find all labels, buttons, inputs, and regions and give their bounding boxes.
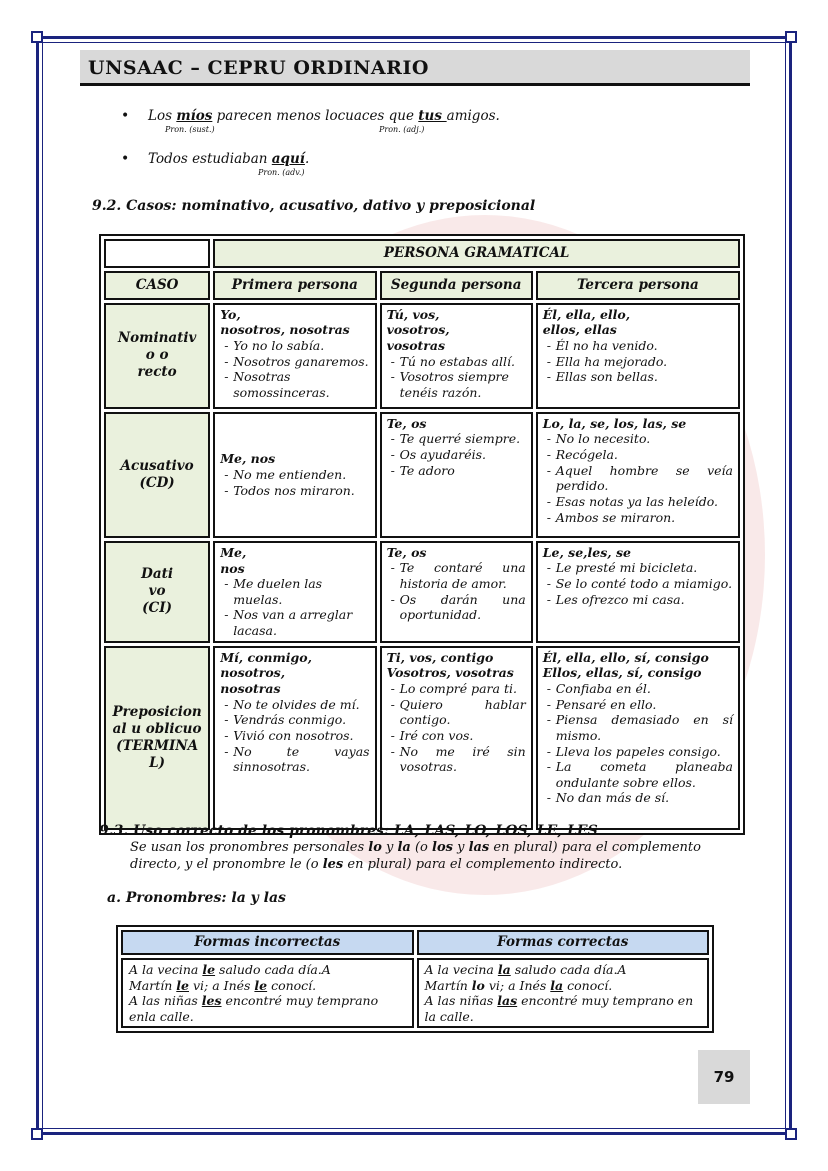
example-line <box>425 993 702 1024</box>
example-item: - Os darán una oportunidad. <box>400 592 526 623</box>
example-item: - Les ofrezco mi casa. <box>556 592 733 608</box>
example-item: - Lleva los papeles consigo. <box>556 744 733 760</box>
example-item: - No dan más de sí. <box>556 790 733 806</box>
text: saludo cada día.A <box>510 961 627 977</box>
example-item: - Ellas son bellas. <box>556 369 733 385</box>
example-line <box>425 978 702 994</box>
example-item: - Os ayudaréis. <box>400 447 526 463</box>
case-line: (TERMINA <box>116 737 199 754</box>
section-title: 9.3. Uso correcto de los pronombres: LA, LAS, LO, LOS, LE, LES <box>99 823 598 839</box>
cell-segunda <box>380 303 533 409</box>
pronouns: Mí, conmigo, <box>220 649 312 665</box>
example-item: - No te olvides de mí. <box>233 697 369 713</box>
example-item: - Ella ha mejorado. <box>556 354 733 370</box>
case-line: (CI) <box>142 600 173 617</box>
example-text: . <box>304 151 310 167</box>
table-row <box>104 646 740 830</box>
example-line <box>129 978 406 994</box>
text: y <box>452 840 469 855</box>
example-sentence <box>148 108 500 124</box>
cases-table <box>99 234 745 835</box>
pronoun: la <box>497 961 511 977</box>
text: conocí. <box>267 977 317 993</box>
example-line <box>425 962 702 978</box>
col-header-incorrect: Formas incorrectas <box>121 930 414 955</box>
example-item: - Te adoro <box>400 463 526 479</box>
example-item: - Te contaré una historia de amor. <box>400 560 526 591</box>
pronouns: Yo, <box>220 306 241 322</box>
table-row <box>104 303 740 409</box>
text: vi; a Inés <box>188 977 255 993</box>
example-pronoun: tus <box>418 108 447 124</box>
example-item: - Recógela. <box>556 447 733 463</box>
cell-tercera <box>536 303 740 409</box>
text-bold: la <box>397 840 411 855</box>
example-item: - No me iré sin vosotras. <box>400 744 526 775</box>
grammar-tag: Pron. (adj.) <box>379 125 425 134</box>
example-sentence <box>148 151 309 167</box>
cell-primera <box>213 303 376 409</box>
section-title: 9.2. Casos: nominativo, acusativo, dativo y preposicional <box>92 198 536 214</box>
example-item: - Él no ha venido. <box>556 338 733 354</box>
example-item: - Tú no estabas allí. <box>400 354 526 370</box>
example-item: - Se lo conté todo a miamigo. <box>556 576 733 592</box>
example-pronoun: míos <box>176 108 213 124</box>
header-title: UNSAAC – CEPRU ORDINARIO <box>88 57 429 79</box>
case-line: o o <box>145 347 169 364</box>
pronoun: lo <box>471 977 485 993</box>
example-line <box>129 962 406 978</box>
example-item: - Confiaba en él. <box>556 681 733 697</box>
example-item: - Nosotras somossinceras. <box>233 369 369 400</box>
pronoun: las <box>497 993 518 1009</box>
pronoun: la <box>550 977 564 993</box>
case-line: Nominativ <box>117 330 197 347</box>
page-number: 79 <box>698 1050 750 1104</box>
pronouns: Ti, vos, contigo <box>386 649 494 665</box>
text: Se usan los pronombres personales <box>130 840 369 855</box>
pronouns: Lo, la, se, los, las, se <box>542 415 687 431</box>
grammar-tag: Pron. (sust.) <box>165 125 215 134</box>
text: en plural) para el complemento directo, y el pronombre le (o <box>130 840 701 872</box>
example-item: - Todos nos miraron. <box>233 483 369 499</box>
grammar-tag: Pron. (adv.) <box>258 168 305 177</box>
text: en plural) para el complemento indirecto. <box>343 856 623 872</box>
example-item: - Nosotros ganaremos. <box>233 354 369 370</box>
example-item: - Ambos se miraron. <box>556 510 733 526</box>
pronouns: Te, os <box>386 415 427 431</box>
bullet: • <box>121 151 130 167</box>
text: conocí. <box>563 977 613 993</box>
col-header-segunda: Segunda persona <box>380 271 533 300</box>
cell-primera <box>213 412 376 538</box>
section-paragraph <box>130 840 750 874</box>
text: A la vecina <box>129 961 203 977</box>
case-line: L) <box>149 754 166 771</box>
cell-tercera <box>536 646 740 830</box>
example-item: - No me entienden. <box>233 467 369 483</box>
corner-ornament <box>785 1128 797 1140</box>
bullet: • <box>121 108 130 124</box>
example-item: - Pensaré en ello. <box>556 697 733 713</box>
example-item: - Aquel hombre se veía perdido. <box>556 463 733 494</box>
case-line: vo <box>148 583 166 600</box>
pronouns: Vosotros, vosotras <box>386 665 514 681</box>
example-text: Los <box>148 108 177 124</box>
table-row <box>104 541 740 643</box>
example-text: Todos estudiaban <box>148 151 272 167</box>
pronouns: vosotras <box>386 338 446 353</box>
text: Martín <box>424 977 472 993</box>
pronouns: nos <box>220 560 245 576</box>
pronouns: nosotros, <box>220 665 286 681</box>
text: (o <box>410 840 433 855</box>
text-bold: les <box>322 856 344 872</box>
example-pronoun: aquí <box>271 151 305 167</box>
pronouns: Tú, vos, <box>386 306 440 322</box>
pronouns: Él, ella, ello, sí, consigo <box>542 649 709 665</box>
case-line: Acusativo <box>120 457 194 474</box>
pronouns: Él, ella, ello, <box>542 306 631 322</box>
group-header: PERSONA GRAMATICAL <box>213 239 740 268</box>
cell-primera <box>213 541 376 643</box>
incorrect-forms <box>121 958 414 1029</box>
example-item: - Esas notas ya las heleído. <box>556 494 733 510</box>
cell-tercera <box>536 541 740 643</box>
case-line: (CD) <box>139 474 175 491</box>
example-item: - Vivió con nosotros. <box>233 728 369 744</box>
text-bold: las <box>468 840 490 855</box>
text: A las niñas <box>424 993 498 1009</box>
correct-forms <box>417 958 710 1029</box>
subsection-title: a. Pronombres: la y las <box>107 890 286 906</box>
col-header-caso: CASO <box>104 271 210 300</box>
case-name <box>104 646 210 830</box>
example-item: - La cometa planeaba ondulante sobre ellos. <box>556 759 733 790</box>
example-item: - Me duelen las muelas. <box>233 576 369 607</box>
text: saludo cada día.A <box>215 961 331 977</box>
example-line <box>129 993 406 1024</box>
col-header-correct: Formas correctas <box>417 930 710 955</box>
corner-ornament <box>785 31 797 43</box>
case-line: recto <box>137 364 177 381</box>
cell-tercera <box>536 412 740 538</box>
example-item: - No lo necesito. <box>556 431 733 447</box>
forms-table <box>116 925 714 1033</box>
example-item: - No te vayas sinnosotras. <box>233 744 369 775</box>
example-item: - Nos van a arreglar lacasa. <box>233 607 369 638</box>
pronouns: Me, <box>220 544 247 560</box>
col-header-tercera: Tercera persona <box>536 271 740 300</box>
case-name <box>104 541 210 643</box>
case-line: al u oblicuo <box>112 720 202 737</box>
example-item: - Vosotros siempre tenéis razón. <box>400 369 526 400</box>
pronouns: Te, os <box>386 544 427 560</box>
pronoun: les <box>201 993 222 1009</box>
example-item: - Yo no lo sabía. <box>233 338 369 354</box>
text-bold: lo <box>368 840 382 855</box>
example-text: amigos. <box>446 108 500 124</box>
pronouns: Ellos, ellas, sí, consigo <box>542 665 702 681</box>
text: vi; a Inés <box>484 977 551 993</box>
text: A la vecina <box>424 961 498 977</box>
text: y <box>381 840 398 855</box>
corner-ornament <box>31 31 43 43</box>
example-item: - Piensa demasiado en sí mismo. <box>556 712 733 743</box>
pronoun: le <box>176 977 189 993</box>
pronouns: Me, nos <box>220 451 276 467</box>
example-item: - Te querré siempre. <box>400 431 526 447</box>
pronouns: vosotros, <box>386 322 450 338</box>
case-name <box>104 412 210 538</box>
example-item: - Vendrás conmigo. <box>233 712 369 728</box>
cell-primera <box>213 646 376 830</box>
case-line: Preposicion <box>112 704 202 720</box>
example-text: parecen menos locuaces que <box>212 108 419 124</box>
case-name <box>104 303 210 409</box>
pronouns: nosotras <box>220 681 281 696</box>
pronoun: le <box>254 977 268 993</box>
pronouns: Le, se,les, se <box>542 544 631 560</box>
col-header-primera: Primera persona <box>213 271 376 300</box>
cell-segunda <box>380 412 533 538</box>
empty-header-cell <box>104 239 210 268</box>
corner-ornament <box>31 1128 43 1140</box>
example-item: - Lo compré para ti. <box>400 681 526 697</box>
cell-segunda <box>380 541 533 643</box>
pronoun: le <box>202 961 216 977</box>
pronouns: nosotros, nosotras <box>220 322 350 338</box>
cell-segunda <box>380 646 533 830</box>
example-item: - Iré con vos. <box>400 728 526 744</box>
text: A las niñas <box>129 993 202 1009</box>
table-row <box>104 412 740 538</box>
pronouns: ellos, ellas <box>542 322 617 338</box>
case-line: Dati <box>141 566 173 583</box>
text-bold: los <box>432 840 453 855</box>
example-item: - Quiero hablar contigo. <box>400 697 526 728</box>
text: encontré muy temprano enla calle. <box>129 993 379 1024</box>
example-item: - Le presté mi bicicleta. <box>556 560 733 576</box>
text: encontré muy temprano en la calle. <box>424 993 694 1024</box>
page-header <box>80 50 750 86</box>
text: Martín <box>129 977 177 993</box>
